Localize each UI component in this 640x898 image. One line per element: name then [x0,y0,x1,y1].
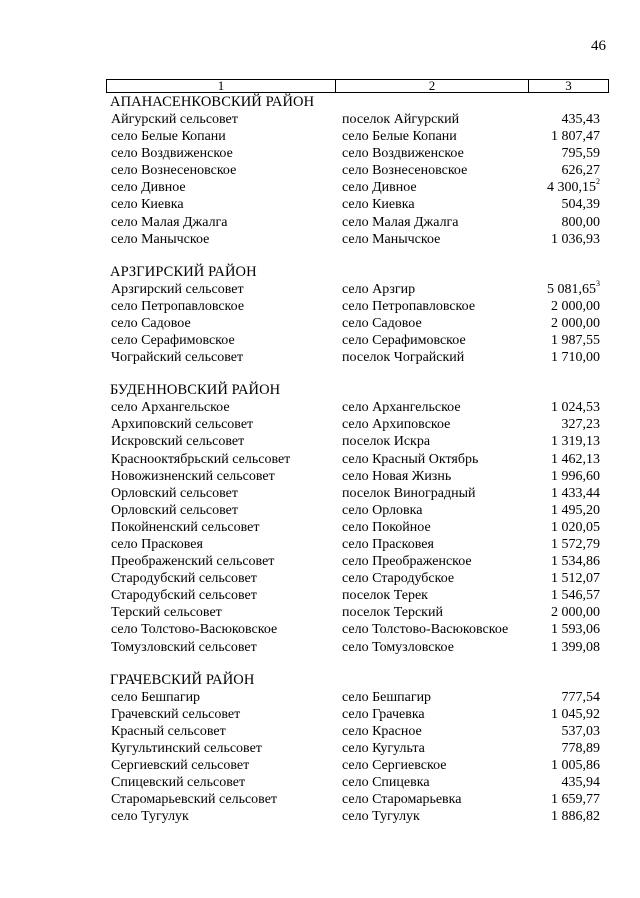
value-text: 1 462,13 [551,451,600,467]
municipality-cell: Чограйский сельсовет [111,350,244,366]
municipality-cell: село Киевка [111,197,184,213]
table-row [0,639,640,656]
value-text: 1 710,00 [551,350,600,366]
value-text: 435,94 [561,775,600,791]
footnote-marker: 2 [596,177,600,187]
municipality-cell: Сергиевский сельсовет [111,758,250,773]
municipality-cell: Стародубский сельсовет [111,588,257,604]
municipality-cell: село Архангельское [111,400,230,416]
municipality-cell: село Белые Копани [111,129,226,145]
table-row [0,196,640,213]
value-text: 537,03 [561,723,600,739]
value-cell [562,740,601,757]
settlement-cell: село Спицевка [342,775,430,791]
settlement-cell: село Орловка [342,502,423,518]
municipality-cell: Красный сельсовет [111,723,226,739]
table-body [0,95,640,842]
settlement-cell: село Садовое [342,315,422,331]
municipality-cell: Преображенский сельсовет [111,554,275,570]
value-cell [551,451,600,468]
value-cell [551,349,600,366]
municipality-cell: село Прасковея [111,536,203,552]
settlement-cell: село Новая Жизнь [342,468,452,484]
value-cell [562,214,601,231]
value-text: 795,59 [561,146,600,162]
value-text: 1 319,13 [551,434,600,450]
value-cell [551,399,600,416]
settlement-cell: село Малая Джалга [342,214,459,230]
value-text: 1 020,05 [551,519,600,535]
settlement-cell: село Преображенское [342,554,472,570]
table-row [0,451,640,468]
table-row [0,179,640,196]
value-text: 2 000,00 [551,315,600,331]
municipality-cell: Айгурский сельсовет [111,112,238,127]
value-cell [547,278,600,298]
header-col-2: 2 [336,80,529,92]
value-cell [562,416,601,433]
table-row [0,349,640,366]
value-text: 1 593,06 [551,622,600,638]
settlement-cell: село Архангельское [342,400,461,416]
value-cell [551,433,600,450]
table-row [0,162,640,179]
settlement-cell: поселок Айгурский [342,112,460,127]
table-row [0,128,640,145]
municipality-cell: село Дивное [111,180,186,196]
table-row [0,791,640,808]
table-row [0,808,640,825]
table-row [0,740,640,757]
settlement-cell: село Кугульта [342,740,425,756]
value-cell [551,757,600,774]
value-cell [551,128,600,145]
value-text: 1 399,08 [551,639,600,655]
settlement-cell: село Дивное [342,180,417,196]
value-text: 777,54 [561,689,600,705]
region-section [0,382,640,655]
value-text: 1 886,82 [551,809,600,825]
settlement-cell: поселок Чограйский [342,350,465,366]
value-cell [562,774,601,791]
municipality-cell: Томузловский сельсовет [111,639,257,655]
settlement-cell: поселок Искра [342,434,431,450]
table-row [0,519,640,536]
value-text: 1 659,77 [551,792,600,808]
settlement-cell: село Томузловское [342,639,454,655]
municipality-cell: Старомарьевский сельсовет [111,792,278,808]
settlement-cell: село Сергиевское [342,758,447,773]
table-row [0,399,640,416]
municipality-cell: село Толстово-Васюковское [111,622,278,638]
settlement-cell: поселок Терек [342,588,428,604]
value-cell [551,791,600,808]
value-cell [551,502,600,519]
region-section [0,264,640,366]
municipality-cell: Спицевский сельсовет [111,775,246,791]
settlement-cell: село Арзгир [342,281,416,297]
settlement-cell: село Воздвиженское [342,146,464,162]
value-text: 1 045,92 [551,706,600,722]
settlement-cell: село Петропавловское [342,298,476,314]
municipality-cell: Новожизненский сельсовет [111,468,275,484]
region-title: БУДЕННОВСКИЙ РАЙОН [110,382,281,399]
settlement-cell: село Прасковея [342,536,434,552]
municipality-cell: Грачевский сельсовет [111,706,241,722]
value-cell [562,111,601,128]
table-row [0,536,640,553]
value-cell [551,231,600,248]
table-row [0,706,640,723]
value-cell [551,485,600,502]
value-text: 1 807,47 [551,129,600,145]
table-row [0,416,640,433]
settlement-cell: село Киевка [342,197,415,213]
settlement-cell: село Красное [342,723,422,739]
value-cell [551,468,600,485]
value-text: 800,00 [561,214,600,230]
value-text: 778,89 [561,740,600,756]
municipality-cell: Кугультинский сельсовет [111,740,262,756]
value-cell [551,639,600,656]
table-row [0,433,640,450]
value-text: 5 081,65 [547,281,596,297]
settlement-cell: село Красный Октябрь [342,451,479,467]
table-row [0,621,640,638]
settlement-cell: село Серафимовское [342,333,466,349]
table-row [0,774,640,791]
value-text: 1 996,60 [551,468,600,484]
settlement-cell: село Манычское [342,231,441,247]
table-row [0,298,640,315]
value-cell [551,332,600,349]
municipality-cell: село Малая Джалга [111,214,228,230]
value-cell [562,196,601,213]
region-title: ГРАЧЕВСКИЙ РАЙОН [110,671,255,688]
settlement-cell: село Бешпагир [342,689,432,705]
table-row [0,468,640,485]
municipality-cell: Покойненский сельсовет [111,519,260,535]
municipality-cell: Стародубский сельсовет [111,571,257,587]
value-cell [551,604,600,621]
table-row [0,278,640,298]
value-cell [551,706,600,723]
settlement-cell: село Старомарьевка [342,792,462,808]
value-cell [551,587,600,604]
municipality-cell: село Петропавловское [111,298,245,314]
region-title: АПАНАСЕНКОВСКИЙ РАЙОН [110,94,315,110]
table-row [0,757,640,774]
table-row [0,315,640,332]
table-row [0,145,640,162]
value-text: 2 000,00 [551,605,600,621]
settlement-cell: поселок Терский [342,605,443,621]
municipality-cell: Терский сельсовет [111,605,222,621]
value-cell [551,519,600,536]
value-cell [551,536,600,553]
table-row [0,689,640,706]
value-text: 435,43 [561,112,600,127]
municipality-cell: село Садовое [111,315,191,331]
value-text: 1 534,86 [551,554,600,570]
table-header [106,79,609,93]
settlement-cell: село Вознесеновское [342,163,468,179]
value-cell [551,298,600,315]
municipality-cell: Искровский сельсовет [111,434,245,450]
value-text: 1 036,93 [551,231,600,247]
table-row [0,332,640,349]
value-text: 1 433,44 [551,485,600,501]
table-row [0,485,640,502]
table-row [0,587,640,604]
municipality-cell: Арзгирский сельсовет [111,281,244,297]
footnote-marker: 3 [596,278,600,288]
value-text: 1 005,86 [551,758,600,773]
page-number: 46 [591,38,606,54]
municipality-cell: село Тугулук [111,809,189,825]
value-text: 2 000,00 [551,298,600,314]
table-row [0,553,640,570]
value-text: 1 512,07 [551,571,600,587]
value-cell [562,723,601,740]
value-text: 1 495,20 [551,502,600,518]
value-text: 1 987,55 [551,333,600,349]
header-col-3: 3 [565,78,572,93]
municipality-cell: село Бешпагир [111,689,201,705]
settlement-cell: село Толстово-Васюковское [342,622,509,638]
table-row [0,570,640,587]
value-cell [551,315,600,332]
municipality-cell: Орловский сельсовет [111,502,238,518]
settlement-cell: село Тугулук [342,809,420,825]
region-section [0,94,640,248]
settlement-cell: село Покойное [342,519,431,535]
value-text: 4 300,15 [547,180,596,196]
value-cell [551,553,600,570]
municipality-cell: село Воздвиженское [111,146,233,162]
region-title: АРЗГИРСКИЙ РАЙОН [110,263,257,280]
region-section [0,672,640,826]
municipality-cell: Орловский сельсовет [111,485,238,501]
municipality-cell: село Вознесеновское [111,163,237,179]
municipality-cell: Архиповский сельсовет [111,417,254,433]
value-text: 504,39 [561,197,600,213]
header-col-1: 1 [107,80,336,92]
settlement-cell: село Стародубское [342,571,455,587]
table-row [0,214,640,231]
value-cell [562,145,601,162]
value-cell [547,179,600,196]
table-row [0,502,640,519]
value-text: 1 572,79 [551,536,600,552]
settlement-cell: село Белые Копани [342,129,457,145]
value-text: 626,27 [561,163,600,179]
municipality-cell: село Манычское [111,231,210,247]
table-row [0,723,640,740]
value-cell [562,162,601,179]
settlement-cell: село Архиповское [342,417,451,433]
value-text: 327,23 [561,417,600,433]
value-cell [551,808,600,825]
table-row [0,231,640,248]
value-text: 1 024,53 [551,400,600,416]
settlement-cell: поселок Виноградный [342,485,476,501]
value-text: 1 546,57 [551,588,600,604]
value-cell [551,570,600,587]
table-row [0,111,640,128]
value-cell [562,689,601,706]
table-row [0,604,640,621]
municipality-cell: Краснооктябрьский сельсовет [111,451,291,467]
municipality-cell: село Серафимовское [111,333,235,349]
settlement-cell: село Грачевка [342,706,425,722]
value-cell [551,621,600,638]
